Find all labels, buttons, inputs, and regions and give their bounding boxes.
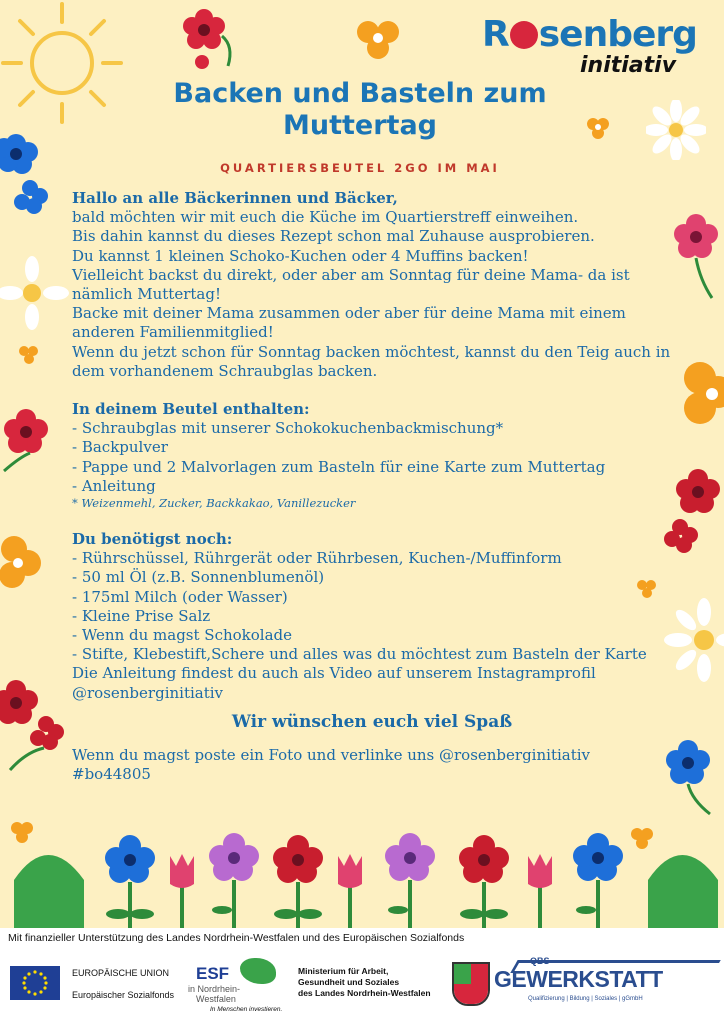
intro-line: Du kannst 1 kleinen Schoko-Kuchen oder 4 Muffins backen! <box>72 246 529 265</box>
small-orange-flower-icon-2 <box>18 344 40 366</box>
red-flower-icon-right <box>664 465 724 555</box>
rosenberg-logo <box>482 14 697 55</box>
qbs-logo <box>494 954 716 1014</box>
page-title: Backen und Basteln zum Muttertag <box>173 78 547 141</box>
sun-icon <box>0 0 140 140</box>
intro-line: bald möchten wir mit euch die Küche im Quartierstreff einweihen. <box>72 208 579 227</box>
white-daisy-icon-right <box>664 596 724 684</box>
page-subtitle: QUARTIERSBEUTEL 2GO IM MAI <box>220 161 500 175</box>
intro-line: Wenn du jetzt schon für Sonntag backen möchtest, kannst du den Teig auch in dem vorhandenem Schraubglas backen. <box>72 342 671 380</box>
ministry-line: des Landes Nordrhein-Westfalen <box>298 988 431 998</box>
closing-line: Wenn du magst poste ein Foto und verlinke uns @rosenberginitiativ #bo44805 <box>72 746 591 784</box>
logo-initiativ: initiativ <box>580 53 677 78</box>
flyer-body <box>72 189 672 784</box>
greeting: Hallo an alle Bäckerinnen und Bäcker, <box>72 189 398 207</box>
esf-logo-text: ESF <box>196 964 230 983</box>
qbs-small: QBS <box>530 956 550 966</box>
ministry-line: Gesundheit und Soziales <box>298 977 400 987</box>
blue-flower-icon <box>0 128 52 218</box>
needs-item: - 50 ml Öl (z.B. Sonnenblumenöl) <box>72 568 325 587</box>
esf-region-2: Westfalen <box>196 994 236 1004</box>
video-note: Die Anleitung findest du auch als Video auf unserem Instagramprofil @rosenberginitiativ <box>72 664 596 702</box>
needs-heading: Du benötigst noch: <box>72 530 233 549</box>
needs-item: - Stifte, Klebestift,Schere und alles was du möchtest zum Basteln der Karte <box>72 645 647 664</box>
qbs-tagline: Qualifizierung | Bildung | Soziales | gGmbH <box>528 996 643 1002</box>
nrw-map-icon <box>240 958 276 984</box>
red-flower-icon-left <box>0 405 58 475</box>
eu-label: EUROPÄISCHE UNION <box>72 968 170 978</box>
needs-item: - 175ml Milch (oder Wasser) <box>72 587 288 606</box>
ministry-logo <box>298 966 431 999</box>
orange-flower-icon <box>354 18 404 62</box>
contents-item: - Pappe und 2 Malvorlagen zum Basteln für eine Karte zum Muttertag <box>72 457 606 476</box>
needs-item: - Wenn du magst Schokolade <box>72 626 292 645</box>
esf-region-1: in Nordrhein- <box>188 984 241 994</box>
intro-line: Bis dahin kannst du dieses Rezept schon mal Zuhause ausprobieren. <box>72 227 595 246</box>
garden-illustration <box>0 830 724 930</box>
contents-heading: In deinem Beutel enthalten: <box>72 400 310 419</box>
logo-suffix: senberg <box>538 14 697 55</box>
esf-label: Europäischer Sozialfonds <box>72 990 175 1000</box>
funding-note: Mit finanzieller Unterstützung des Landes Nordrhein-Westfalen und des Europäischen Sozialfonds <box>8 932 465 944</box>
esf-slogan: In Menschen investieren. <box>210 1006 283 1013</box>
funding-footer <box>0 928 724 1024</box>
orange-flower-icon-left <box>0 535 44 595</box>
red-flower-icon <box>182 6 242 76</box>
ministry-line: Ministerium für Arbeit, <box>298 966 389 976</box>
red-flower-cluster-icon <box>0 676 70 776</box>
nrw-crest-icon <box>452 962 490 1006</box>
contents-footnote: * Weizenmehl, Zucker, Backkakao, Vanillezucker <box>72 496 356 511</box>
needs-item: - Kleine Prise Salz <box>72 606 211 625</box>
needs-item: - Rührschüssel, Rührgerät oder Rührbesen, Kuchen-/Muffinform <box>72 549 562 568</box>
orange-petal-flower-icon <box>680 358 724 428</box>
white-daisy-icon <box>646 100 706 160</box>
logo-prefix: R <box>482 14 509 55</box>
eu-flag-icon <box>10 966 60 1000</box>
wish-line: Wir wünschen euch viel Spaß <box>231 711 513 732</box>
intro-line: Backe mit deiner Mama zusammen oder aber für deine Mama mit einem anderen Familienmitglied! <box>72 304 626 342</box>
qbs-name: GEWERKSTATT <box>494 966 663 992</box>
white-daisy-icon-left <box>0 255 70 335</box>
contents-item: - Backpulver <box>72 438 168 457</box>
contents-item: - Anleitung <box>72 476 156 495</box>
pink-flower-icon <box>672 210 724 300</box>
rose-icon <box>510 21 538 49</box>
intro-line: Vielleicht backst du direkt, oder aber am Sonntag für deine Mama- da ist nämlich Muttertag! <box>72 265 630 304</box>
contents-item: - Schraubglas mit unserer Schokokuchenbackmischung* <box>72 419 504 438</box>
